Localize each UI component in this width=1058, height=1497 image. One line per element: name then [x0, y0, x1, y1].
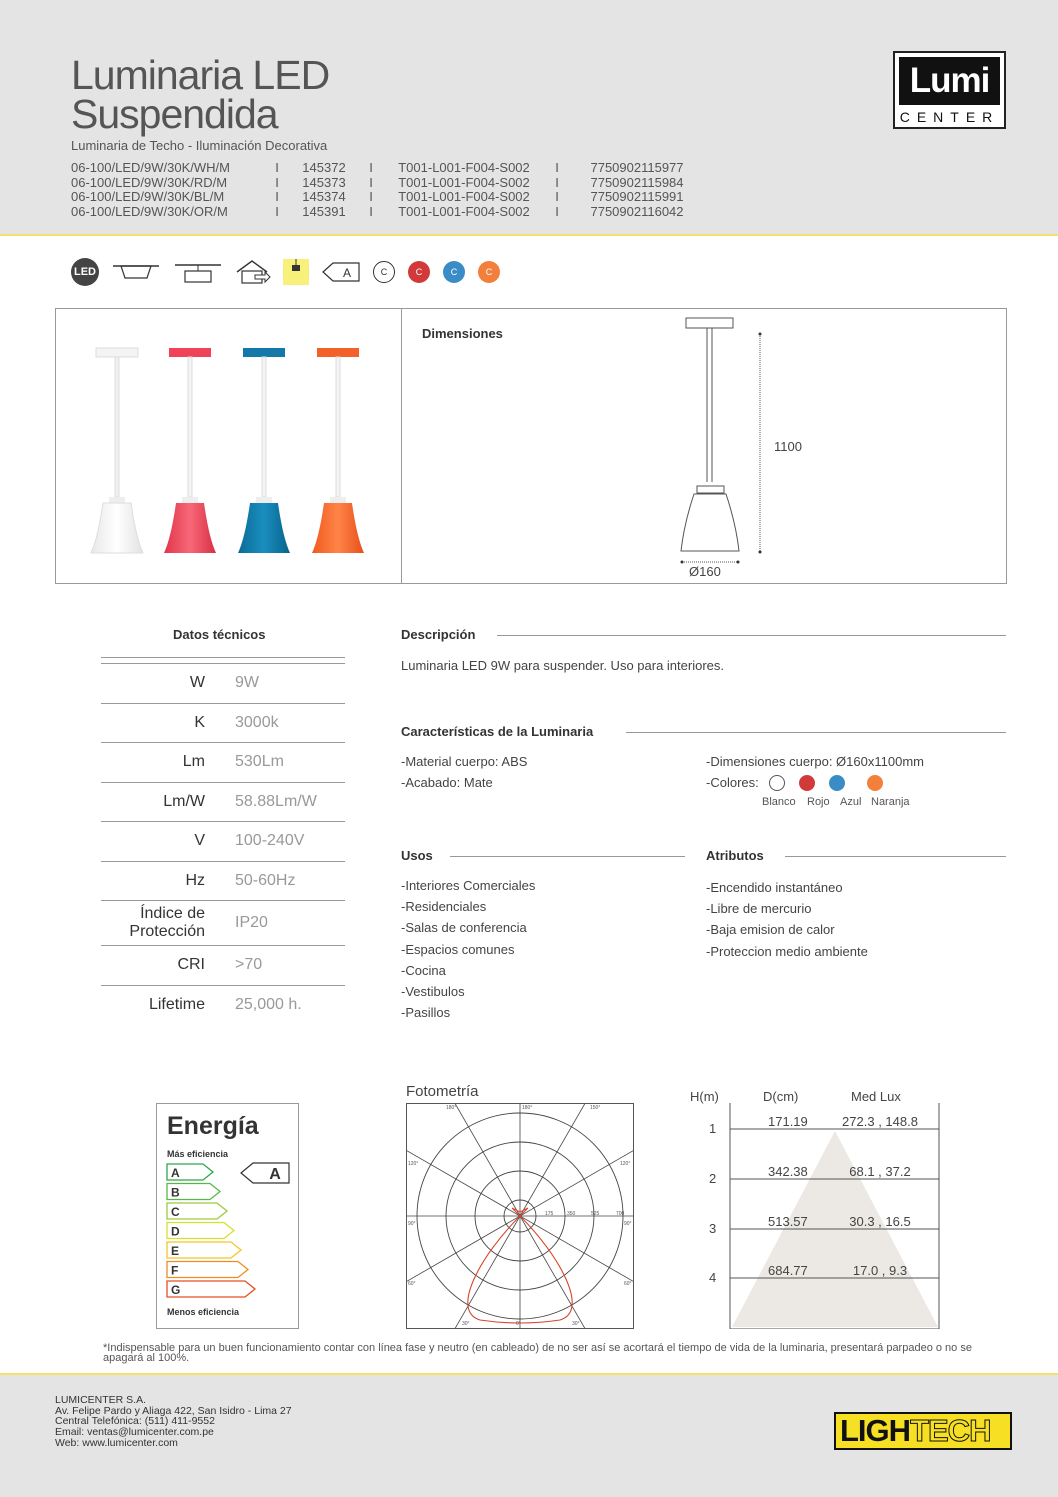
tech-value: 100-240V: [235, 832, 305, 850]
usos-item: -Espacios comunes: [401, 941, 515, 957]
lamp-white: [91, 348, 143, 553]
usos-title: Usos: [401, 848, 433, 863]
lux-height: 2: [709, 1171, 717, 1186]
lux-distance: 342.38: [768, 1164, 808, 1179]
lux-value: 17.0 , 9.3: [852, 1263, 908, 1278]
tech-key: Lm/W: [163, 792, 205, 810]
lux-height: 4: [709, 1270, 717, 1285]
lamp-blue: [238, 348, 290, 553]
usos-item: -Interiores Comerciales: [401, 878, 536, 893]
angle-label: 60°: [408, 1281, 416, 1287]
angle-label: 90°: [408, 1221, 416, 1227]
separator: I: [275, 203, 279, 219]
tech-key: Lm: [182, 753, 205, 771]
separator: I: [369, 160, 373, 175]
model-code: 06-100/LED/9W/30K/OR/M: [71, 203, 228, 219]
logo-bottom-text: CENTER: [899, 109, 1000, 125]
item-code: 145374: [302, 189, 346, 204]
tech-value: 58.88Lm/W: [235, 792, 317, 810]
product-codes: [71, 161, 707, 219]
svg-text:D: D: [171, 1224, 180, 1239]
tech-value: 530Lm: [235, 753, 284, 771]
box-divider: [401, 308, 402, 584]
ean-code: 7750902115991: [590, 189, 684, 204]
tech-key: Hz: [185, 871, 205, 889]
svg-text:E: E: [171, 1244, 180, 1258]
energy-class-A: [167, 1164, 213, 1180]
product-code-row: [71, 190, 707, 205]
tech-row: [101, 861, 345, 901]
tech-key: V: [194, 832, 205, 850]
atributo-item: -Encendido instantáneo: [706, 880, 843, 895]
lux-height: 1: [709, 1121, 717, 1136]
svg-text:A: A: [171, 1166, 180, 1180]
color-swatch-orange: [867, 775, 883, 791]
address-line: Central Telefónica: (511) 411-9552: [55, 1415, 215, 1428]
diameter-dimension: Ø160: [689, 564, 721, 579]
title-line-2: Suspendida: [71, 91, 278, 137]
item-code: 145391: [302, 203, 346, 219]
lumicenter-logo: [893, 51, 1006, 129]
reference-code: T001-L001-F004-S002: [398, 174, 530, 190]
feature-finish: -Acabado: Mate: [401, 775, 493, 791]
angle-label: 120°: [408, 1161, 419, 1167]
tech-key: K: [194, 713, 205, 731]
usos-list: [401, 875, 535, 1023]
color-name-red: Rojo: [807, 796, 830, 808]
company-address: [55, 1395, 292, 1449]
led-icon: LED: [71, 258, 99, 286]
address-line: Web: www.lumicenter.com: [55, 1436, 178, 1449]
tech-row: [101, 945, 345, 985]
product-code-row: [71, 205, 707, 220]
recessed-ceiling-icon: [111, 262, 161, 282]
tech-value: 25,000 h.: [235, 995, 302, 1013]
tech-data-title: Datos técnicos: [173, 627, 266, 642]
lux-header-d: D(cm): [763, 1089, 799, 1104]
features-right-list: [706, 751, 924, 793]
atributos-list: [706, 877, 868, 962]
angle-label: 150°: [590, 1105, 601, 1111]
lux-header-lux: Med Lux: [851, 1089, 901, 1104]
svg-text:C: C: [171, 1205, 180, 1219]
lux-value: 68.1 , 37.2: [849, 1164, 911, 1179]
dimension-drawing: [670, 314, 780, 574]
tech-key: Lifetime: [148, 995, 205, 1013]
reference-code: T001-L001-F004-S002: [398, 203, 530, 219]
tech-row: [101, 742, 345, 782]
tech-value: 9W: [235, 674, 259, 692]
radial-label: 175: [545, 1211, 554, 1217]
description-text: Luminaria LED 9W para suspender. Uso para interiores.: [401, 658, 724, 673]
separator: I: [369, 174, 373, 190]
lux-value: 30.3 , 16.5: [849, 1214, 911, 1229]
atributo-item: -Proteccion medio ambiente: [706, 943, 868, 959]
tech-row: [101, 703, 345, 743]
color-white-icon: C: [373, 261, 395, 283]
separator: I: [275, 189, 279, 204]
lux-value: 272.3 , 148.8: [842, 1114, 918, 1129]
energy-class-B: [167, 1184, 220, 1200]
angle-label: 60°: [624, 1281, 632, 1287]
suspended-ceiling-icon: [173, 261, 223, 283]
color-swatch-red: [799, 775, 815, 791]
angle-label: 120°: [620, 1161, 631, 1167]
separator: I: [275, 174, 279, 190]
atributo-item: -Libre de mercurio: [706, 901, 812, 917]
angle-label: 90°: [624, 1221, 632, 1227]
tech-title-rule: [101, 657, 345, 658]
tech-value: 3000k: [235, 713, 279, 731]
feature-icons: [71, 258, 513, 286]
angle-label: 180°: [522, 1105, 533, 1111]
energy-class-E: [167, 1242, 241, 1258]
svg-text:A: A: [269, 1166, 281, 1183]
color-name-blue: Azul: [840, 796, 862, 808]
color-swatch-white: [769, 775, 785, 791]
angle-label: 0°: [516, 1321, 521, 1327]
dimensions-label: Dimensiones: [422, 326, 503, 341]
energy-class-F: [167, 1262, 248, 1278]
subtitle: Luminaria de Techo - Iluminación Decorativa: [71, 138, 328, 153]
item-code: 145373: [302, 174, 346, 190]
product-code-row: [71, 161, 707, 176]
angle-label: 30°: [572, 1321, 580, 1327]
svg-text:A: A: [342, 266, 352, 280]
radial-label: 525: [591, 1211, 600, 1217]
color-orange-icon: C: [478, 261, 500, 283]
ean-code: 7750902116042: [590, 203, 684, 219]
feature-material: -Material cuerpo: ABS: [401, 754, 528, 769]
tech-value: >70: [235, 956, 263, 974]
pendant-yellow-icon: [283, 259, 309, 285]
colors-label: -Colores:: [706, 775, 759, 791]
description-rule: [497, 635, 1006, 636]
energy-less-efficiency: Menos eficiencia: [167, 1307, 240, 1317]
features-left-list: [401, 751, 527, 793]
indoor-use-icon: [235, 259, 271, 285]
usos-item: -Cocina: [401, 962, 446, 978]
model-code: 06-100/LED/9W/30K/BL/M: [71, 189, 225, 204]
footnote: *Indispensable para un buen funcionamiento contar con línea fase y neutro (en cableado) de no ser así se acortará el tiempo de vida de la luminaria, presentará parpadeo o no se apagará al 100%.: [103, 1342, 972, 1364]
usos-item: -Salas de conferencia: [401, 920, 527, 936]
radial-label: 700: [616, 1211, 625, 1217]
angle-label: 30°: [462, 1321, 470, 1327]
lamp-red: [164, 348, 216, 553]
lamp-orange: [312, 348, 364, 553]
tech-value: 50-60Hz: [235, 871, 296, 889]
tech-row: [101, 821, 345, 861]
energy-rating-badge: [241, 1163, 289, 1183]
ean-code: 7750902115984: [590, 174, 684, 190]
lux-distance: 684.77: [768, 1263, 808, 1278]
separator: I: [555, 174, 559, 190]
height-dimension: 1100: [774, 439, 802, 454]
atributos-title: Atributos: [706, 848, 764, 863]
separator: I: [555, 160, 559, 175]
tech-row: [101, 782, 345, 822]
usos-item: -Pasillos: [401, 1005, 451, 1021]
features-rule: [626, 732, 1006, 733]
address-line: LUMICENTER S.A.: [55, 1394, 147, 1406]
tech-data-table: [101, 663, 345, 1024]
tech-row: [101, 985, 345, 1025]
address-line: Av. Felipe Pardo y Aliaga 422, San Isidro - Lima 27: [55, 1404, 292, 1417]
lux-rows: [690, 1103, 950, 1329]
atributo-item: -Baja emision de calor: [706, 922, 835, 938]
reference-code: T001-L001-F004-S002: [398, 189, 530, 204]
svg-text:G: G: [171, 1283, 181, 1297]
address-line: Email: ventas@lumicenter.com.pe: [55, 1426, 214, 1439]
tech-row: [101, 900, 345, 945]
color-swatch-blue: [829, 775, 845, 791]
brand-part-a: LIGH: [840, 1413, 911, 1448]
tech-key: Índice de Protección: [129, 905, 205, 940]
tech-key: CRI: [177, 956, 205, 974]
tech-row: [101, 663, 345, 703]
description-title: Descripción: [401, 627, 476, 642]
lamp-variants-image: [86, 343, 376, 563]
title-line-1: Luminaria LED: [71, 52, 330, 98]
color-name-white: Blanco: [762, 796, 796, 808]
color-names: [762, 796, 910, 808]
usos-item: -Residenciales: [401, 899, 487, 915]
separator: I: [555, 189, 559, 204]
brand-part-b: TECH: [910, 1413, 991, 1448]
page-title: [71, 52, 330, 137]
item-code: 145372: [302, 160, 346, 175]
logo-top-text: Lumi: [899, 57, 1000, 105]
energy-class-D: [167, 1223, 234, 1239]
lux-header-h: H(m): [690, 1089, 719, 1104]
lux-height: 3: [709, 1221, 717, 1236]
reference-code: T001-L001-F004-S002: [398, 160, 530, 175]
separator: I: [369, 189, 373, 204]
energy-label: [156, 1103, 299, 1329]
tech-key: W: [189, 674, 205, 692]
energy-class-C: [167, 1203, 227, 1219]
lightech-logo: [834, 1412, 1012, 1450]
separator: I: [369, 203, 373, 219]
lux-distance: 513.57: [768, 1214, 808, 1229]
photometry-title: Fotometría: [406, 1083, 479, 1100]
angle-label: 180°: [446, 1105, 457, 1111]
photometry-chart: [406, 1103, 634, 1329]
usos-rule: [450, 856, 685, 857]
energy-class-arrows: [165, 1162, 295, 1304]
color-red-icon: C: [408, 261, 430, 283]
feature-dimensions: -Dimensiones cuerpo: Ø160x1100mm: [706, 754, 924, 769]
energy-class-badge-icon: [321, 261, 361, 283]
model-code: 06-100/LED/9W/30K/RD/M: [71, 174, 228, 190]
atributos-rule: [785, 856, 1006, 857]
product-code-row: [71, 176, 707, 191]
color-name-orange: Naranja: [871, 796, 910, 808]
separator: I: [555, 203, 559, 219]
color-blue-icon: C: [443, 261, 465, 283]
radial-label: 350: [567, 1211, 576, 1217]
energy-more-efficiency: Más eficiencia: [167, 1149, 229, 1159]
features-title: Características de la Luminaria: [401, 724, 594, 739]
model-code: 06-100/LED/9W/30K/WH/M: [71, 160, 230, 175]
energy-title: Energía: [167, 1112, 259, 1140]
ean-code: 7750902115977: [590, 160, 684, 175]
usos-item: -Vestibulos: [401, 984, 465, 1000]
svg-text:F: F: [171, 1263, 179, 1278]
svg-text:B: B: [171, 1185, 180, 1200]
energy-class-G: [167, 1281, 255, 1297]
lux-distance: 171.19: [768, 1114, 808, 1129]
separator: I: [275, 160, 279, 175]
tech-value: IP20: [235, 914, 268, 931]
feature-colors: [706, 772, 924, 793]
